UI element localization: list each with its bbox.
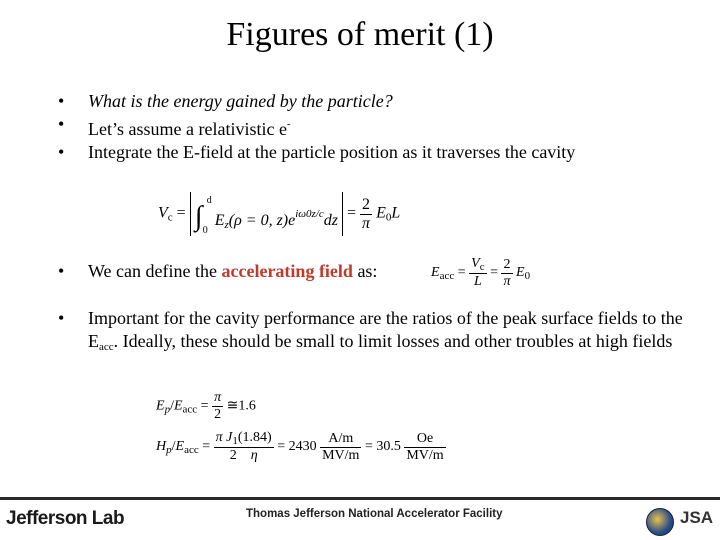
eacc-lhs: E bbox=[431, 265, 440, 281]
bullet-list bbox=[58, 90, 698, 164]
vc-tail2: L bbox=[391, 204, 401, 222]
jefferson-lab-logo: Jefferson Lab bbox=[6, 508, 125, 529]
integral-lower: 0 bbox=[202, 225, 208, 236]
vc-exp: iω0z/c bbox=[295, 208, 324, 220]
bullet-dot: • bbox=[58, 114, 65, 134]
facility-name: Thomas Jefferson National Accelerator Facility bbox=[246, 508, 503, 520]
ep-slash: / bbox=[170, 398, 174, 414]
hp-frac-num-sub: 1 bbox=[232, 435, 238, 447]
bullet-dot: • bbox=[58, 142, 65, 162]
formula-eacc bbox=[431, 256, 530, 290]
bullet-list-3 bbox=[58, 307, 698, 359]
hp-unit1 bbox=[320, 431, 361, 464]
ep-frac-num: π bbox=[214, 390, 222, 405]
eacc-frac2 bbox=[501, 257, 512, 290]
ep-lhs-sub: p bbox=[164, 403, 171, 416]
bullet-list-2 bbox=[58, 260, 698, 283]
eacc-frac1-num-sub: c bbox=[479, 261, 485, 273]
hp-lhs: H bbox=[156, 439, 167, 455]
eacc-eq2: = bbox=[490, 265, 498, 281]
eacc-frac2-num: 2 bbox=[501, 257, 512, 274]
hp-unit2-num: Oe bbox=[404, 431, 445, 448]
bullet-text-after: . Ideally, these should be small to limit losses and other troubles at high fields bbox=[113, 331, 673, 351]
formula-vc bbox=[158, 192, 400, 240]
vc-integrand: E bbox=[214, 212, 225, 229]
eacc-tail-sub: 0 bbox=[524, 270, 531, 283]
bullet-text: Let’s assume a relativistic e bbox=[88, 119, 287, 139]
vc-frac-num: 2 bbox=[360, 196, 372, 215]
hp-frac-den-b: η bbox=[250, 448, 258, 463]
vc-tail: E bbox=[376, 204, 386, 222]
vc-lhs: V bbox=[158, 204, 168, 222]
hp-value1: = 2430 bbox=[277, 439, 317, 455]
vc-lhs-sub: c bbox=[167, 211, 173, 224]
eacc-tail: E bbox=[516, 265, 525, 281]
ep-rhs: E bbox=[173, 398, 183, 414]
bullet-text: Integrate the E-field at the particle position as it traverses the cavity bbox=[88, 142, 576, 162]
bullet-dot: • bbox=[58, 308, 65, 328]
ep-rhs-sub: acc bbox=[182, 403, 198, 416]
vc-integrand-sub: z bbox=[224, 219, 229, 231]
bullet-relativistic bbox=[58, 113, 698, 141]
ep-eq: = bbox=[200, 398, 209, 414]
slide-title: Figures of merit (1) bbox=[226, 16, 494, 53]
bullet-text-before: We can define the bbox=[88, 261, 217, 281]
bullet-integrate bbox=[58, 141, 698, 164]
hp-rhs-sub: acc bbox=[184, 444, 199, 457]
electron-minus-sup: - bbox=[286, 118, 291, 130]
hp-frac bbox=[214, 430, 274, 464]
bullet-dot: • bbox=[58, 261, 65, 281]
hp-unit1-num: A/m bbox=[320, 431, 361, 448]
jsa-logo: JSA bbox=[680, 508, 714, 527]
vc-args: (ρ = 0, z)e bbox=[228, 212, 296, 229]
eacc-frac1 bbox=[469, 256, 486, 290]
hp-frac-num-arg: (1.84) bbox=[237, 430, 272, 445]
formula-hp bbox=[156, 430, 446, 464]
hp-unit2 bbox=[404, 431, 445, 464]
vc-eq2: = bbox=[347, 204, 357, 222]
vc-abs bbox=[190, 192, 343, 236]
hp-frac-num: π J bbox=[215, 430, 233, 445]
bullet-dot: • bbox=[58, 91, 65, 111]
eacc-eq: = bbox=[457, 265, 466, 281]
accelerating-field-term: accelerating field bbox=[221, 261, 353, 281]
doe-seal-icon bbox=[646, 508, 674, 536]
hp-value2: = 30.5 bbox=[364, 439, 401, 455]
ep-lhs: E bbox=[156, 398, 165, 414]
ep-frac-den: 2 bbox=[214, 407, 222, 422]
bullet-text: Important for the cavity performance are the ratios of the peak surface fields to the E bbox=[88, 308, 683, 351]
bullet-peak-fields bbox=[58, 307, 698, 359]
eacc-frac1-num: V bbox=[471, 256, 480, 271]
ep-value: ≅1.6 bbox=[226, 398, 256, 414]
vc-frac bbox=[360, 196, 372, 233]
bullet-accelerating-field bbox=[58, 260, 698, 283]
vc-tail-sub: 0 bbox=[385, 211, 392, 224]
integral-sign: ∫ d 0 bbox=[195, 195, 211, 239]
hp-eq: = bbox=[202, 439, 211, 455]
vc-frac-den: π bbox=[362, 214, 371, 232]
bullet-text-after: as: bbox=[357, 261, 378, 281]
hp-frac-den-a: 2 bbox=[229, 448, 237, 463]
ep-frac bbox=[212, 390, 223, 423]
vc-dz: dz bbox=[323, 212, 339, 229]
vc-eq: = bbox=[176, 204, 186, 222]
integral-upper: d bbox=[206, 195, 212, 206]
hp-lhs-sub: p bbox=[166, 444, 172, 457]
eacc-frac2-den: π bbox=[503, 273, 511, 289]
bullet-energy-question bbox=[58, 90, 698, 113]
hp-rhs: E bbox=[175, 439, 185, 455]
bullet-text: What is the energy gained by the particle? bbox=[88, 91, 393, 111]
eacc-lhs-sub: acc bbox=[439, 270, 455, 283]
hp-slash: / bbox=[171, 439, 176, 455]
eacc-frac1-den: L bbox=[473, 274, 482, 289]
formula-ep bbox=[156, 390, 256, 423]
bullet-sub-acc: acc bbox=[99, 341, 114, 353]
hp-unit2-den: MV/m bbox=[406, 447, 444, 463]
hp-unit1-den: MV/m bbox=[322, 447, 360, 463]
